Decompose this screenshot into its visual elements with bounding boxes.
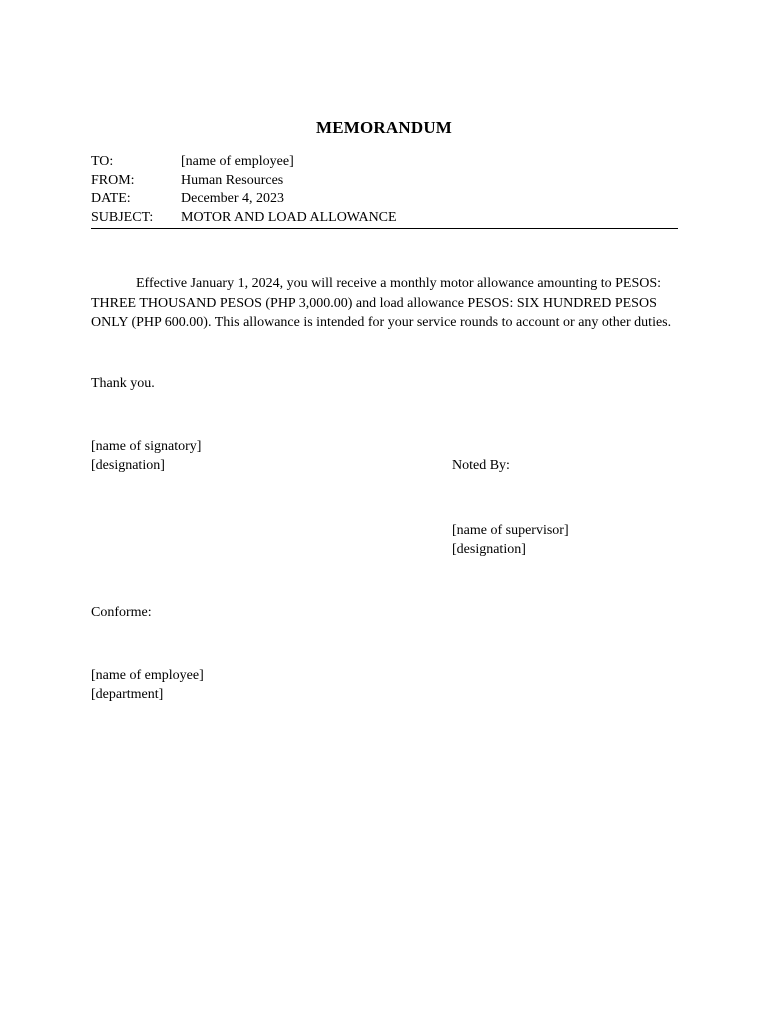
memo-title: MEMORANDUM (315, 118, 453, 137)
header-value-from: Human Resources (181, 172, 284, 188)
header-row-from (91, 172, 678, 191)
conforme-department: [department] (91, 687, 164, 702)
conforme-label: Conforme: (91, 605, 152, 620)
closing-text: Thank you. (91, 376, 155, 391)
header-label-date: DATE: (91, 191, 131, 206)
conforme-employee-name: [name of employee] (91, 668, 204, 683)
header-row-date (91, 190, 678, 209)
supervisor-name: [name of supervisor] (452, 523, 569, 538)
header-row-subject (91, 209, 678, 228)
supervisor-designation: [designation] (452, 542, 526, 557)
header-row-to (91, 153, 678, 172)
memo-header (91, 153, 678, 229)
signatory-name: [name of signatory] (91, 439, 202, 454)
header-label-from: FROM: (91, 172, 135, 188)
memo-body: Effective January 1, 2024, you will receive a monthly motor allowance amounting to PESOS: THREE THOUSAND PESOS (PHP 3,000.00) and load allowance PESOS: SIX HUNDRED PESOS ONLY (PHP 600.00). This allowance is intended for your service rounds to account or any other duties. (91, 276, 672, 330)
header-value-to: [name of employee] (181, 154, 294, 169)
header-label-subject: SUBJECT: (91, 209, 154, 225)
signatory-designation: [designation] (91, 458, 165, 473)
header-value-subject: MOTOR AND LOAD ALLOWANCE (181, 209, 397, 225)
noted-by-label: Noted By: (452, 458, 510, 473)
header-label-to: TO: (91, 154, 114, 169)
header-value-date: December 4, 2023 (181, 191, 285, 206)
